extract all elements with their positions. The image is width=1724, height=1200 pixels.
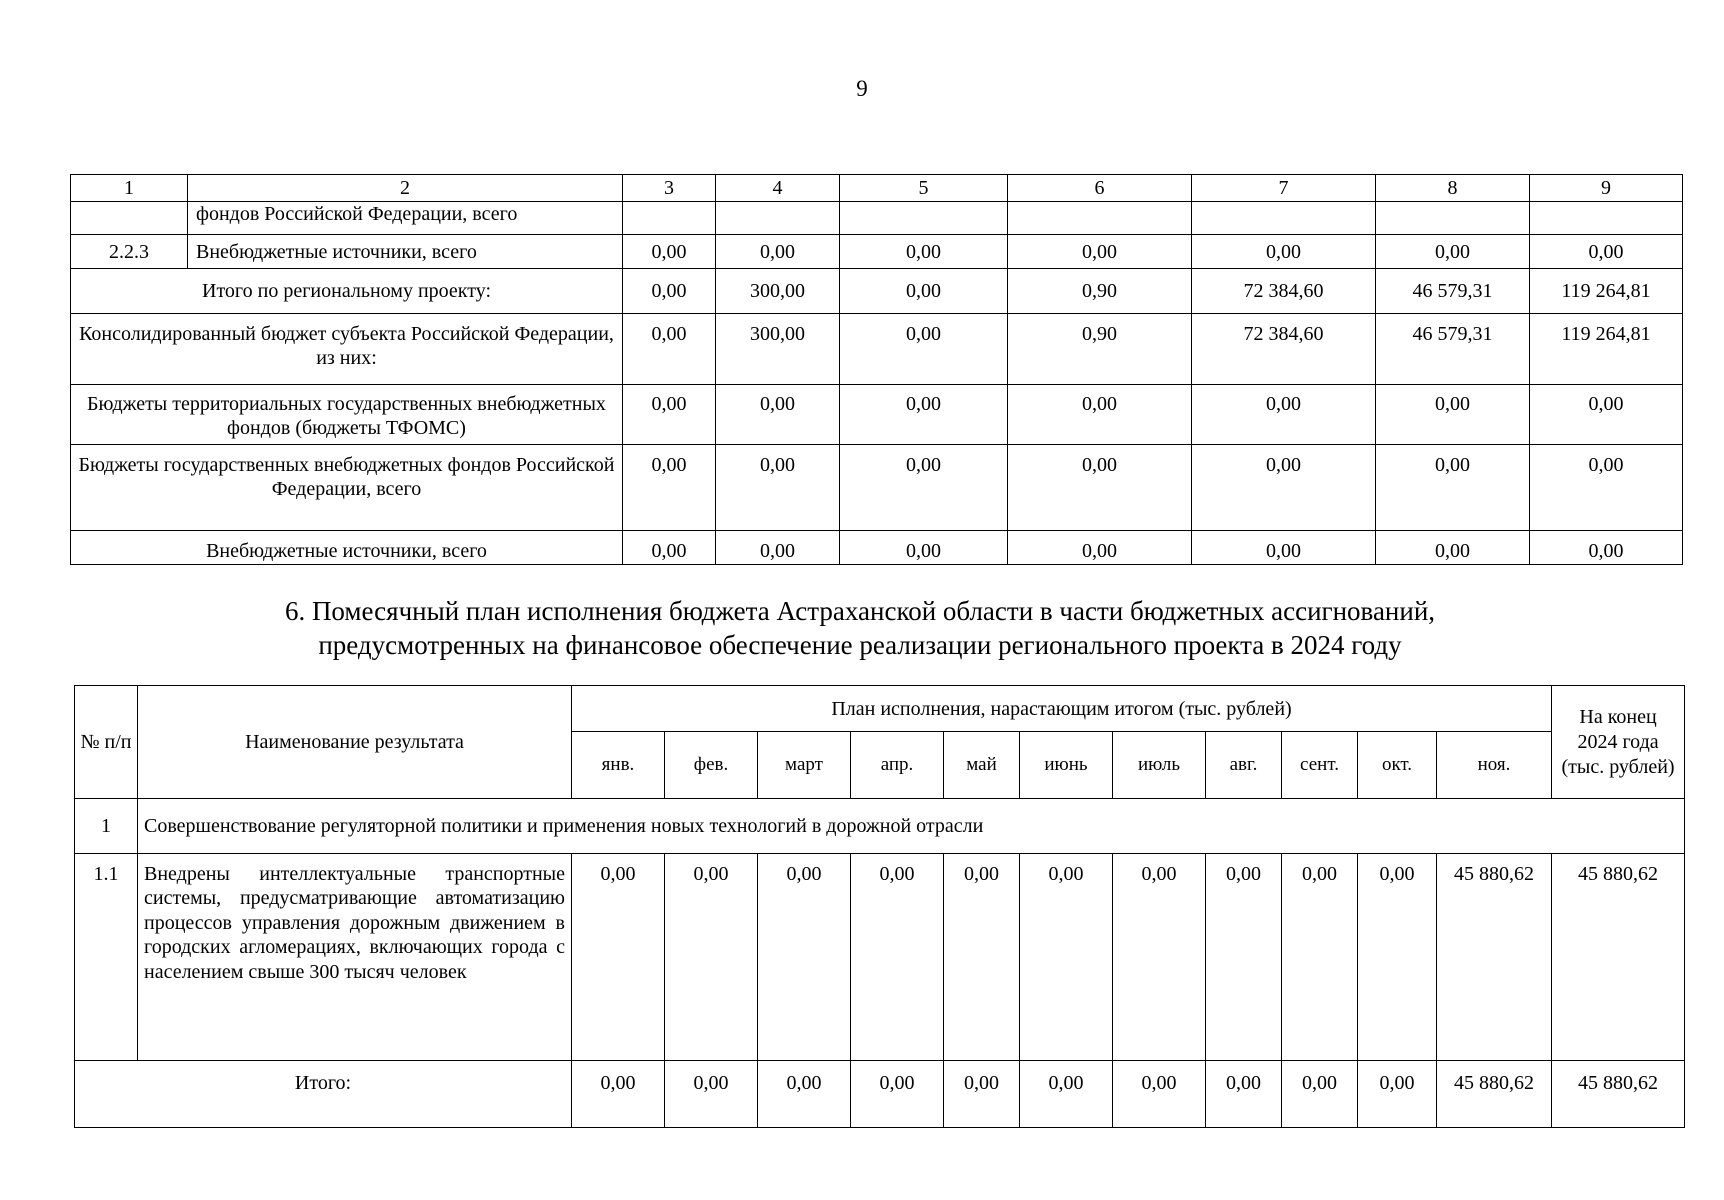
month-header: авг.: [1206, 732, 1282, 799]
month-total: 0,00: [944, 1061, 1020, 1128]
month-total: 0,00: [1282, 1061, 1358, 1128]
value-cell: 46 579,31: [1376, 269, 1530, 314]
value-cell: 0,00: [623, 269, 716, 314]
value-cell: 46 579,31: [1376, 314, 1530, 385]
month-value: 0,00: [572, 854, 665, 1061]
month-value: 0,00: [665, 854, 758, 1061]
value-cell: 0,00: [1530, 531, 1683, 565]
value-cell: 119 264,81: [1530, 314, 1683, 385]
end-header-line: На конец: [1579, 705, 1657, 728]
value-cell: 0,00: [1192, 445, 1376, 531]
end-header-line: 2024 года: [1577, 730, 1659, 753]
value-cell: 0,00: [840, 235, 1008, 269]
month-total: 0,00: [1113, 1061, 1206, 1128]
month-value: 0,00: [1020, 854, 1113, 1061]
value-cell: 0,00: [840, 531, 1008, 565]
table1-col-header: 7: [1192, 175, 1376, 202]
result-number: 1.1: [75, 854, 138, 1061]
table1-col-header: 8: [1376, 175, 1530, 202]
end-of-year-value: 45 880,62: [1552, 854, 1685, 1061]
value-cell: 0,00: [623, 445, 716, 531]
section-title-line: 6. Помесячный план исполнения бюджета Астраханской области в части бюджетных ассигнований,: [284, 596, 1436, 626]
value-cell: 0,00: [623, 235, 716, 269]
monthly-plan-table: [74, 685, 1685, 1128]
value-cell: 0,00: [1376, 531, 1530, 565]
value-cell: 119 264,81: [1530, 269, 1683, 314]
value-cell: 0,90: [1008, 314, 1192, 385]
value-cell: 0,00: [716, 445, 840, 531]
value-cell: 0,00: [1008, 235, 1192, 269]
row-label: Бюджеты государственных внебюджетных фондов Российской Федерации, всего: [71, 445, 623, 531]
table1-header-row: [71, 175, 1683, 202]
table2-header-row: [75, 686, 1685, 732]
table1-row-extrabudgetary: [71, 531, 1683, 565]
col-name-header: Наименование результата: [138, 686, 572, 799]
table1-col-header: 2: [188, 175, 623, 202]
value-cell: 0,00: [840, 314, 1008, 385]
value-cell: 72 384,60: [1192, 269, 1376, 314]
table2-result-row: [75, 854, 1685, 1061]
value-cell: 0,00: [716, 235, 840, 269]
row-label: Внебюджетные источники, всего: [188, 235, 623, 269]
month-value: 45 880,62: [1437, 854, 1552, 1061]
section-title-line: предусмотренных на финансовое обеспечение реализации регионального проекта в 2024 году: [318, 630, 1402, 661]
value-cell: 0,00: [1530, 235, 1683, 269]
month-value: 0,00: [1206, 854, 1282, 1061]
value-cell: 0,00: [716, 531, 840, 565]
value-cell: 0,90: [1008, 269, 1192, 314]
section-title: [190, 594, 1530, 663]
total-label: Итого:: [75, 1061, 572, 1128]
month-value: 0,00: [851, 854, 944, 1061]
table1-col-header: 3: [623, 175, 716, 202]
month-header: июль: [1113, 732, 1206, 799]
month-header: янв.: [572, 732, 665, 799]
month-header: сент.: [1282, 732, 1358, 799]
value-cell: 0,00: [1008, 531, 1192, 565]
month-total: 0,00: [665, 1061, 758, 1128]
value-cell: 0,00: [1192, 385, 1376, 445]
table1-col-header: 1: [71, 175, 188, 202]
continuation-text: фондов Российской Федерации, всего: [188, 202, 623, 235]
value-cell: 0,00: [1008, 385, 1192, 445]
value-cell: 0,00: [1192, 531, 1376, 565]
value-cell: 0,00: [1376, 235, 1530, 269]
plan-header: План исполнения, нарастающим итогом (тыс. рублей): [572, 686, 1552, 732]
month-value: 0,00: [1113, 854, 1206, 1061]
month-header: ноя.: [1437, 732, 1552, 799]
section-name: Совершенствование регуляторной политики и применения новых технологий в дорожной отрасли: [138, 799, 1685, 854]
col-no-header: № п/п: [75, 686, 138, 799]
value-cell: 300,00: [716, 314, 840, 385]
month-header: март: [758, 732, 851, 799]
table2-total-row: [75, 1061, 1685, 1128]
month-header: июнь: [1020, 732, 1113, 799]
month-total: 45 880,62: [1437, 1061, 1552, 1128]
row-label: Итого по региональному проекту:: [71, 269, 623, 314]
row-label: Бюджеты территориальных государственных внебюджетных фондов (бюджеты ТФОМС): [71, 385, 623, 445]
table1-row-total: [71, 269, 1683, 314]
month-header: апр.: [851, 732, 944, 799]
budget-summary-table: [70, 174, 1683, 565]
value-cell: 0,00: [1008, 445, 1192, 531]
month-header: окт.: [1358, 732, 1437, 799]
table1-col-header: 6: [1008, 175, 1192, 202]
row-number: 2.2.3: [71, 235, 188, 269]
end-header-line: (тыс. рублей): [1561, 755, 1675, 778]
value-cell: 300,00: [716, 269, 840, 314]
page-number: 9: [856, 76, 868, 101]
month-total: 0,00: [758, 1061, 851, 1128]
table1-col-header: 9: [1530, 175, 1683, 202]
table1-col-header: 5: [840, 175, 1008, 202]
value-cell: 72 384,60: [1192, 314, 1376, 385]
end-of-year-header: [1552, 686, 1685, 799]
table1-col-header: 4: [716, 175, 840, 202]
value-cell: 0,00: [840, 385, 1008, 445]
value-cell: 0,00: [1376, 445, 1530, 531]
month-header: фев.: [665, 732, 758, 799]
value-cell: 0,00: [1530, 385, 1683, 445]
value-cell: 0,00: [840, 445, 1008, 531]
row-label: Консолидированный бюджет субъекта Российской Федерации, из них:: [71, 314, 623, 385]
month-total: 0,00: [1020, 1061, 1113, 1128]
section-number: 1: [75, 799, 138, 854]
month-value: 0,00: [1282, 854, 1358, 1061]
value-cell: 0,00: [1530, 445, 1683, 531]
row-label: Внебюджетные источники, всего: [71, 531, 623, 565]
table1-row-2-2-3: [71, 235, 1683, 269]
table1-row-consolidated: [71, 314, 1683, 385]
end-of-year-total: 45 880,62: [1552, 1061, 1685, 1128]
value-cell: 0,00: [623, 314, 716, 385]
month-total: 0,00: [851, 1061, 944, 1128]
value-cell: 0,00: [623, 385, 716, 445]
value-cell: 0,00: [716, 385, 840, 445]
table2-section-row: [75, 799, 1685, 854]
month-value: 0,00: [944, 854, 1020, 1061]
month-total: 0,00: [572, 1061, 665, 1128]
month-header: май: [944, 732, 1020, 799]
month-total: 0,00: [1358, 1061, 1437, 1128]
table1-row-tfoms: [71, 385, 1683, 445]
table1-continuation-row: [71, 202, 1683, 235]
value-cell: 0,00: [623, 531, 716, 565]
value-cell: 0,00: [1376, 385, 1530, 445]
month-value: 0,00: [1358, 854, 1437, 1061]
value-cell: 0,00: [840, 269, 1008, 314]
month-total: 0,00: [1206, 1061, 1282, 1128]
table1-row-state-funds: [71, 445, 1683, 531]
month-value: 0,00: [758, 854, 851, 1061]
value-cell: 0,00: [1192, 235, 1376, 269]
result-name: Внедрены интеллектуальные транспортные системы, предусматривающие автоматизацию процессов управления дорожным движением в городских агломерациях, включающих города с населением свыше 300 тысяч человек: [138, 854, 572, 1061]
